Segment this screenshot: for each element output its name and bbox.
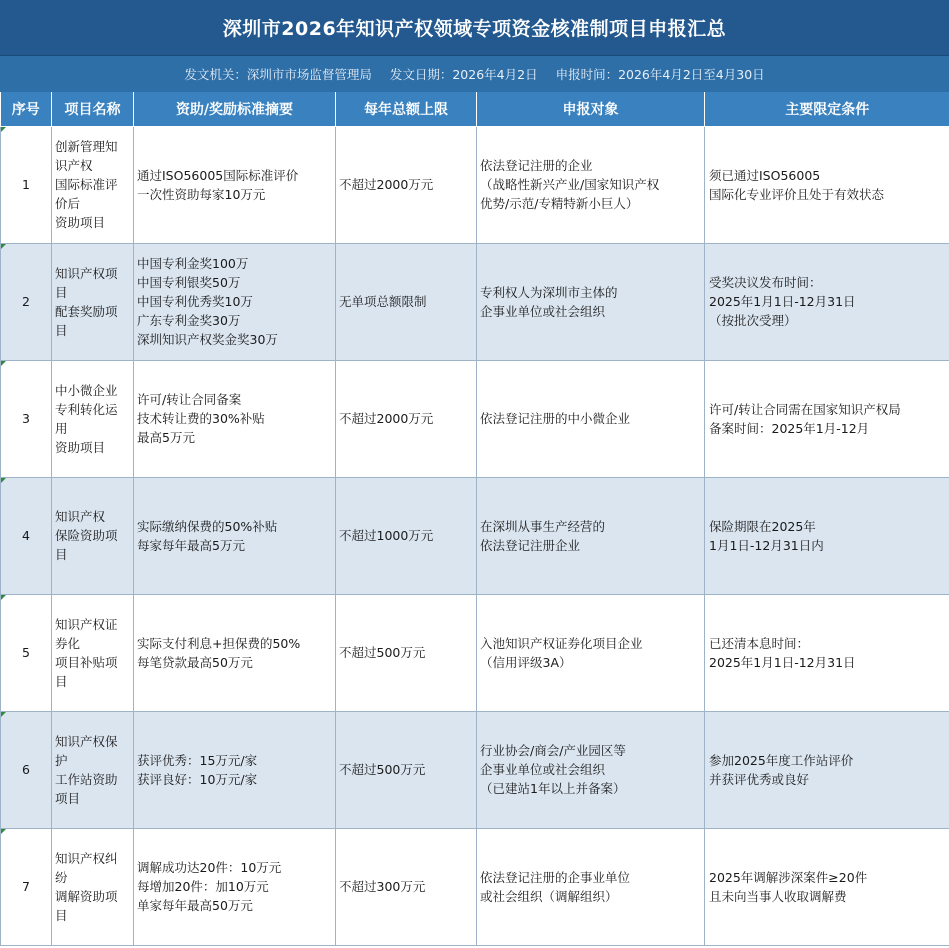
- header-target[interactable]: 申报对象: [477, 92, 705, 126]
- page-title: 深圳市2026年知识产权领域专项资金核准制项目申报汇总: [0, 0, 949, 56]
- table-row: [1, 594, 949, 711]
- annual-cap[interactable]: 不超过500万元: [336, 711, 477, 828]
- applicant-target[interactable]: 依法登记注册的企事业单位 或社会组织（调解组织）: [477, 828, 705, 945]
- project-name[interactable]: 知识产权项 目 配套奖励项 目: [52, 243, 134, 360]
- standard-summary[interactable]: 调解成功达20件：10万元 每增加20件：加10万元 单家每年最高50万元: [134, 828, 336, 945]
- applicant-target[interactable]: 依法登记注册的企业 （战略性新兴产业/国家知识产权 优势/示范/专精特新小巨人）: [477, 126, 705, 243]
- applicant-target[interactable]: 行业协会/商会/产业园区等 企事业单位或社会组织 （已建站1年以上并备案）: [477, 711, 705, 828]
- standard-summary[interactable]: 通过ISO56005国际标准评价 一次性资助每家10万元: [134, 126, 336, 243]
- standard-summary[interactable]: 实际缴纳保费的50%补贴 每家每年最高5万元: [134, 477, 336, 594]
- applicant-target[interactable]: 依法登记注册的中小微企业: [477, 360, 705, 477]
- standard-summary[interactable]: 许可/转让合同备案 技术转让费的30%补贴 最高5万元: [134, 360, 336, 477]
- annual-cap[interactable]: 不超过1000万元: [336, 477, 477, 594]
- main-conditions[interactable]: 保险期限在2025年 1月1日-12月31日内: [705, 477, 949, 594]
- header-annual-cap[interactable]: 每年总额上限: [336, 92, 477, 126]
- applicant-target[interactable]: 入池知识产权证券化项目企业 （信用评级3A）: [477, 594, 705, 711]
- applicant-target[interactable]: 专利权人为深圳市主体的 企事业单位或社会组织: [477, 243, 705, 360]
- row-number[interactable]: 2: [1, 243, 52, 360]
- issue-date-text: 发文日期：2026年4月2日: [389, 67, 538, 82]
- summary-table: [0, 92, 949, 946]
- table-header-row: [1, 92, 949, 126]
- annual-cap[interactable]: 不超过300万元: [336, 828, 477, 945]
- project-name[interactable]: 知识产权保 护 工作站资助 项目: [52, 711, 134, 828]
- table-row: [1, 126, 949, 243]
- header-standard[interactable]: 资助/奖励标准摘要: [134, 92, 336, 126]
- table-row: [1, 711, 949, 828]
- row-number[interactable]: 3: [1, 360, 52, 477]
- annual-cap[interactable]: 不超过500万元: [336, 594, 477, 711]
- applicant-target[interactable]: 在深圳从事生产经营的 依法登记注册企业: [477, 477, 705, 594]
- row-number[interactable]: 7: [1, 828, 52, 945]
- table-row: [1, 360, 949, 477]
- main-conditions[interactable]: 已还清本息时间： 2025年1月1日-12月31日: [705, 594, 949, 711]
- document-meta: [0, 56, 949, 92]
- header-number[interactable]: 序号: [1, 92, 52, 126]
- annual-cap[interactable]: 无单项总额限制: [336, 243, 477, 360]
- project-name[interactable]: 中小微企业 专利转化运 用 资助项目: [52, 360, 134, 477]
- main-conditions[interactable]: 须已通过ISO56005 国际化专业评价且处于有效状态: [705, 126, 949, 243]
- row-number[interactable]: 6: [1, 711, 52, 828]
- header-conditions[interactable]: 主要限定条件: [705, 92, 949, 126]
- project-name[interactable]: 创新管理知 识产权 国际标准评 价后 资助项目: [52, 126, 134, 243]
- annual-cap[interactable]: 不超过2000万元: [336, 360, 477, 477]
- main-conditions[interactable]: 参加2025年度工作站评价 并获评优秀或良好: [705, 711, 949, 828]
- main-conditions[interactable]: 2025年调解涉深案件≥20件 且未向当事人收取调解费: [705, 828, 949, 945]
- standard-summary[interactable]: 获评优秀：15万元/家 获评良好：10万元/家: [134, 711, 336, 828]
- standard-summary[interactable]: 实际支付利息+担保费的50% 每笔贷款最高50万元: [134, 594, 336, 711]
- table-row: [1, 828, 949, 945]
- annual-cap[interactable]: 不超过2000万元: [336, 126, 477, 243]
- project-name[interactable]: 知识产权 保险资助项 目: [52, 477, 134, 594]
- application-period-text: 申报时间：2026年4月2日至4月30日: [555, 67, 765, 82]
- row-number[interactable]: 4: [1, 477, 52, 594]
- main-conditions[interactable]: 受奖决议发布时间： 2025年1月1日-12月31日 （按批次受理）: [705, 243, 949, 360]
- table-row: [1, 477, 949, 594]
- main-conditions[interactable]: 许可/转让合同需在国家知识产权局 备案时间：2025年1月-12月: [705, 360, 949, 477]
- table-row: [1, 243, 949, 360]
- standard-summary[interactable]: 中国专利金奖100万 中国专利银奖50万 中国专利优秀奖10万 广东专利金奖30万 深圳知识产权奖金奖30万: [134, 243, 336, 360]
- row-number[interactable]: 1: [1, 126, 52, 243]
- project-name[interactable]: 知识产权纠 纷 调解资助项 目: [52, 828, 134, 945]
- header-project-name[interactable]: 项目名称: [52, 92, 134, 126]
- row-number[interactable]: 5: [1, 594, 52, 711]
- project-name[interactable]: 知识产权证 券化 项目补贴项 目: [52, 594, 134, 711]
- issuer-text: 发文机关：深圳市市场监督管理局: [184, 67, 372, 82]
